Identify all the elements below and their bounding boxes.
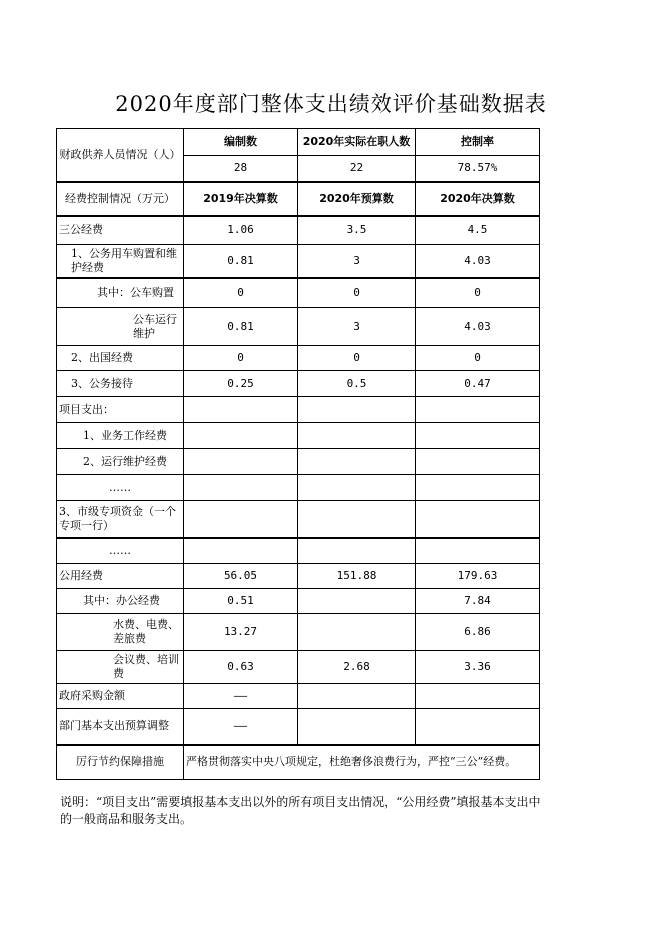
- measures-text: 严格贯彻落实中央八项规定，杜绝奢侈浪费行为，严控“三公”经费。: [184, 745, 540, 780]
- cell-2020-budget: 3.5: [298, 216, 416, 245]
- measures-label: 厉行节约保障措施: [57, 745, 184, 780]
- row-label: 项目支出：: [57, 397, 184, 423]
- col-header-actual-staff: 2020年实际在职人数: [298, 129, 416, 156]
- table-row: [57, 651, 540, 684]
- table-row: [57, 278, 540, 308]
- table-row: [57, 475, 540, 501]
- cell-2020-final: [416, 709, 540, 745]
- performance-data-table: [56, 128, 540, 780]
- cell-2020-final: 179.63: [416, 564, 540, 589]
- cell-2020-final: [416, 423, 540, 449]
- table-row: [57, 589, 540, 614]
- cell-2020-final: 7.84: [416, 589, 540, 614]
- staff-actual-value: 22: [298, 156, 416, 182]
- cell-2020-final: 0: [416, 346, 540, 371]
- table-row: [57, 564, 540, 589]
- col-header-2019-final: 2019年决算数: [184, 182, 298, 216]
- cell-2020-budget: 0.5: [298, 371, 416, 397]
- col-header-authorized: 编制数: [184, 129, 298, 156]
- footnote: 说明：“项目支出”需要填报基本支出以外的所有项目支出情况，“公用经费”填报基本支出中的一般商品和服务支出。: [60, 795, 541, 826]
- cell-2019-final: 13.27: [184, 614, 298, 651]
- cell-2020-budget: [298, 684, 416, 709]
- row-label: 公用经费: [57, 564, 184, 589]
- cell-2019-final: [184, 397, 298, 423]
- cell-2020-final: [416, 449, 540, 475]
- table-row: [57, 501, 540, 538]
- cell-2020-budget: 151.88: [298, 564, 416, 589]
- cell-2020-final: [416, 684, 540, 709]
- cell-2020-final: [416, 397, 540, 423]
- row-label: 2、出国经费: [57, 346, 184, 371]
- row-label: 部门基本支出预算调整: [57, 709, 184, 745]
- cell-2020-final: [416, 475, 540, 501]
- cell-2020-final: 3.36: [416, 651, 540, 684]
- cell-2019-final: 0.25: [184, 371, 298, 397]
- row-label: 公车运行维护: [57, 308, 184, 346]
- row-label: 其中：公车购置: [57, 278, 184, 308]
- cell-2020-budget: [298, 589, 416, 614]
- cell-2020-final: [416, 538, 540, 564]
- table-row: [57, 449, 540, 475]
- table-row: [57, 371, 540, 397]
- cell-2019-final: 0.63: [184, 651, 298, 684]
- table-row: [57, 709, 540, 745]
- cell-2020-budget: [298, 538, 416, 564]
- cell-2020-budget: 3: [298, 245, 416, 278]
- cell-2020-budget: [298, 397, 416, 423]
- staff-label: 财政供养人员情况（人）: [57, 129, 184, 182]
- cell-2020-budget: [298, 449, 416, 475]
- col-header-2020-final: 2020年决算数: [416, 182, 540, 216]
- cell-2020-budget: 3: [298, 308, 416, 346]
- cell-2020-final: 6.86: [416, 614, 540, 651]
- table-row: [57, 245, 540, 278]
- cell-2020-budget: 0: [298, 346, 416, 371]
- cell-2019-final: [184, 538, 298, 564]
- row-label: 1、业务工作经费: [57, 423, 184, 449]
- cell-2019-final: 0: [184, 278, 298, 308]
- row-label: 三公经费: [57, 216, 184, 245]
- table-row: [57, 684, 540, 709]
- cell-2019-final: 56.05: [184, 564, 298, 589]
- cell-2019-final: [184, 449, 298, 475]
- cell-2020-final: 0.47: [416, 371, 540, 397]
- table-row: [57, 308, 540, 346]
- row-label: 水费、电费、差旅费: [57, 614, 184, 651]
- cell-2019-final: ——: [184, 684, 298, 709]
- staff-authorized-value: 28: [184, 156, 298, 182]
- table-row: [57, 346, 540, 371]
- table-row: [57, 397, 540, 423]
- row-label: 会议费、培训费: [57, 651, 184, 684]
- cell-2020-final: 4.03: [416, 308, 540, 346]
- cell-2019-final: 0.81: [184, 308, 298, 346]
- cell-2019-final: ——: [184, 709, 298, 745]
- cell-2020-final: 0: [416, 278, 540, 308]
- staff-rate-value: 78.57%: [416, 156, 540, 182]
- cell-2020-final: [416, 501, 540, 538]
- row-label: ……: [57, 538, 184, 564]
- cell-2020-final: 4.5: [416, 216, 540, 245]
- table-row: [57, 614, 540, 651]
- cell-2019-final: 0.81: [184, 245, 298, 278]
- col-header-control-rate: 控制率: [416, 129, 540, 156]
- cell-2020-budget: [298, 475, 416, 501]
- row-label: ……: [57, 475, 184, 501]
- table-row: [57, 423, 540, 449]
- row-label: 其中：办公经费: [57, 589, 184, 614]
- page-title: 2020年度部门整体支出绩效评价基础数据表: [115, 92, 547, 116]
- cell-2020-budget: [298, 423, 416, 449]
- table-row: [57, 216, 540, 245]
- cell-2019-final: 0.51: [184, 589, 298, 614]
- row-label: 政府采购金额: [57, 684, 184, 709]
- cell-2020-final: 4.03: [416, 245, 540, 278]
- row-label: 3、市级专项资金（一个专项一行）: [57, 501, 184, 538]
- cell-2020-budget: [298, 501, 416, 538]
- col-header-2020-budget: 2020年预算数: [298, 182, 416, 216]
- table-row: [57, 745, 540, 780]
- row-label: 1、公务用车购置和维护经费: [57, 245, 184, 278]
- cell-2020-budget: 2.68: [298, 651, 416, 684]
- cell-2019-final: [184, 475, 298, 501]
- cell-2020-budget: [298, 614, 416, 651]
- cell-2019-final: 0: [184, 346, 298, 371]
- cell-2020-budget: [298, 709, 416, 745]
- cell-2019-final: 1.06: [184, 216, 298, 245]
- row-label: 2、运行维护经费: [57, 449, 184, 475]
- budget-label: 经费控制情况（万元）: [57, 182, 184, 216]
- cell-2019-final: [184, 423, 298, 449]
- table-row: [57, 538, 540, 564]
- cell-2020-budget: 0: [298, 278, 416, 308]
- cell-2019-final: [184, 501, 298, 538]
- row-label: 3、公务接待: [57, 371, 184, 397]
